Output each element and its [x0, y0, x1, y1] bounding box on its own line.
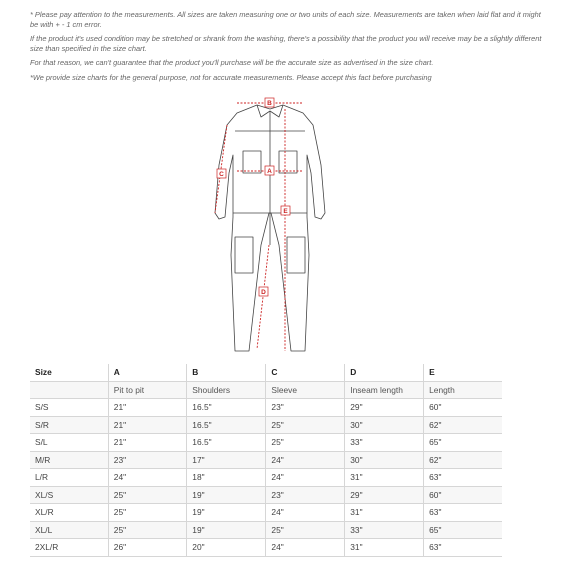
cell: 16.5"	[187, 399, 266, 417]
table-row	[30, 521, 502, 539]
chest-pocket-left	[243, 151, 261, 173]
table-row	[30, 539, 502, 557]
subheader-b: Shoulders	[187, 381, 266, 399]
table-row	[30, 504, 502, 522]
label-c: C	[219, 171, 224, 178]
cell: 65"	[424, 434, 502, 452]
label-d: D	[261, 289, 266, 296]
thigh-pocket-left	[235, 237, 253, 273]
cell: 60"	[424, 399, 502, 417]
header-a: A	[108, 364, 187, 381]
header-d: D	[345, 364, 424, 381]
cell: 18"	[187, 469, 266, 487]
cell: 33"	[345, 434, 424, 452]
cell: XL/L	[30, 521, 108, 539]
cell: M/R	[30, 451, 108, 469]
header-size: Size	[30, 364, 108, 381]
cell: 16.5"	[187, 416, 266, 434]
subheader-size	[30, 381, 108, 399]
measurement-notes	[30, 10, 550, 88]
table-row	[30, 399, 502, 417]
table-header-row	[30, 364, 502, 381]
cell: 63"	[424, 469, 502, 487]
cell: 62"	[424, 451, 502, 469]
cell: 30"	[345, 451, 424, 469]
table-row	[30, 451, 502, 469]
cell: 30"	[345, 416, 424, 434]
cell: 21"	[108, 434, 187, 452]
cell: 21"	[108, 399, 187, 417]
cell: 23"	[108, 451, 187, 469]
note-no-guarantee: For that reason, we can't guarantee that the product you'll purchase will be the accurate size as advertised in the size chart.	[30, 58, 434, 68]
cell: 24"	[266, 504, 345, 522]
cell: 26"	[108, 539, 187, 557]
cell: 29"	[345, 486, 424, 504]
cell: 24"	[266, 469, 345, 487]
header-b: B	[187, 364, 266, 381]
header-e: E	[424, 364, 502, 381]
cell: 65"	[424, 521, 502, 539]
thigh-pocket-right	[287, 237, 305, 273]
measure-d-line	[257, 245, 269, 349]
cell: 31"	[345, 469, 424, 487]
cell: 17"	[187, 451, 266, 469]
table-row	[30, 486, 502, 504]
cell: 63"	[424, 504, 502, 522]
cell: 16.5"	[187, 434, 266, 452]
header-c: C	[266, 364, 345, 381]
cell: 25"	[108, 486, 187, 504]
chest-pocket-right	[279, 151, 297, 173]
cell: 21"	[108, 416, 187, 434]
cell: 62"	[424, 416, 502, 434]
cell: 25"	[266, 416, 345, 434]
cell: 33"	[345, 521, 424, 539]
cell: S/S	[30, 399, 108, 417]
cell: XL/R	[30, 504, 108, 522]
cell: 25"	[266, 521, 345, 539]
coverall-diagram	[195, 95, 345, 357]
table-row	[30, 434, 502, 452]
cell: 19"	[187, 521, 266, 539]
cell: 24"	[266, 451, 345, 469]
cell: 25"	[266, 434, 345, 452]
cell: 19"	[187, 486, 266, 504]
cell: XL/S	[30, 486, 108, 504]
note-general-purpose: *We provide size charts for the general purpose, not for accurate measurements. Please accept this fact before purchasing	[30, 72, 432, 82]
cell: 25"	[108, 521, 187, 539]
cell: S/R	[30, 416, 108, 434]
cell: 31"	[345, 504, 424, 522]
cell: 23"	[266, 399, 345, 417]
cell: L/R	[30, 469, 108, 487]
subheader-a: Pit to pit	[108, 381, 187, 399]
cell: 2XL/R	[30, 539, 108, 557]
table-row	[30, 416, 502, 434]
cell: 63"	[424, 539, 502, 557]
note-used-condition: If the product it's used condition may be stretched or shrank from the washing, there's a possibility that the product you will receive may be a slightly different size than specified in the size chart.	[30, 34, 542, 53]
cell: 20"	[187, 539, 266, 557]
cell: 60"	[424, 486, 502, 504]
cell: 24"	[266, 539, 345, 557]
subheader-c: Sleeve	[266, 381, 345, 399]
table-row	[30, 469, 502, 487]
note-measurements: * Please pay attention to the measurements. All sizes are taken measuring one or two units of each size. Measurements are taken when laid flat and it might be with + - 1 cm error.	[30, 10, 541, 29]
subheader-e: Length	[424, 381, 502, 399]
cell: 29"	[345, 399, 424, 417]
size-chart-table	[30, 364, 502, 557]
cell: 25"	[108, 504, 187, 522]
label-b: B	[267, 100, 272, 107]
label-a: A	[267, 168, 272, 175]
cell: 19"	[187, 504, 266, 522]
subheader-d: Inseam length	[345, 381, 424, 399]
table-subheader-row	[30, 381, 502, 399]
cell: S/L	[30, 434, 108, 452]
cell: 31"	[345, 539, 424, 557]
cell: 23"	[266, 486, 345, 504]
label-e: E	[283, 208, 288, 215]
cell: 24"	[108, 469, 187, 487]
